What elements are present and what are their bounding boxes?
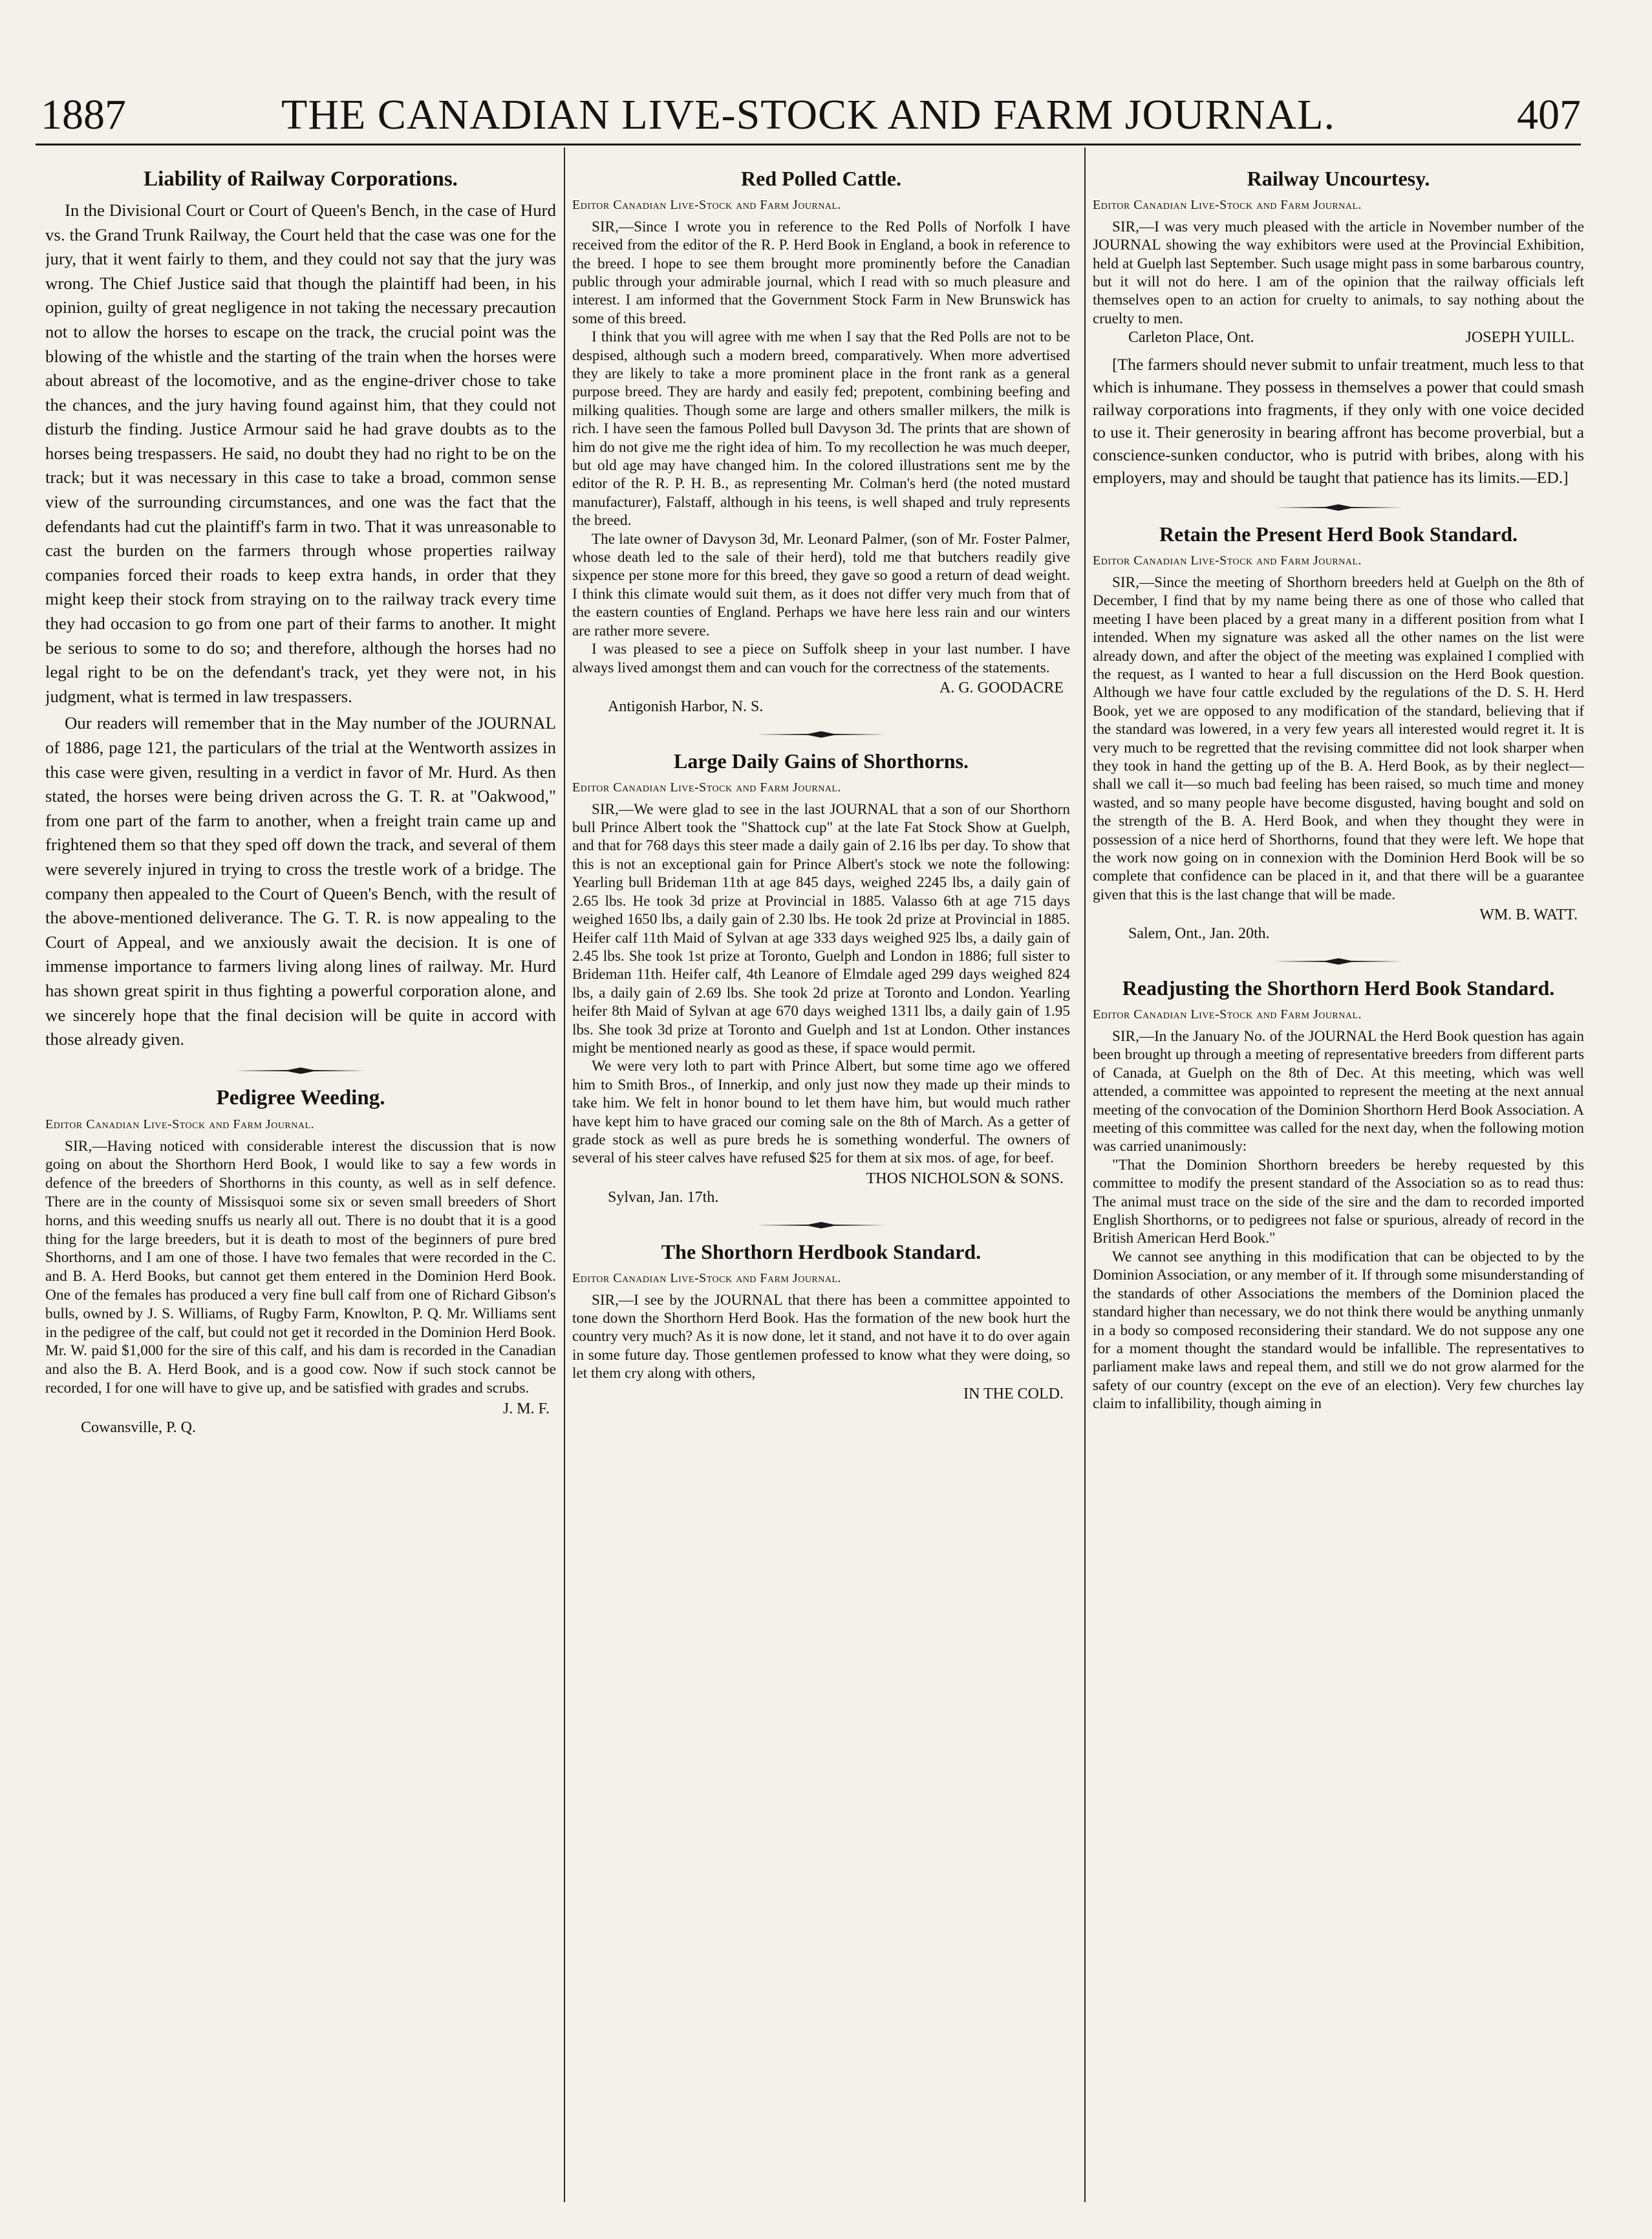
column-2 xyxy=(572,162,1070,1403)
article-railway-uncourtesy xyxy=(1093,167,1584,489)
ornament-divider xyxy=(1093,503,1584,512)
place-date: Cowansville, P. Q. xyxy=(81,1419,197,1436)
ornament-divider xyxy=(572,730,1070,739)
article-paragraph: I was pleased to see a piece on Suffolk sheep in your last number. I have always lived amongst them and can vouch for the correctness of the statements. xyxy=(572,641,1070,676)
article-paragraph: We were very loth to part with Prince Albert, but some time ago we offered him to Smith Bros., of Innerkip, and only just now they made up their minds to take him. We felt in honor bound to let them have him, but would much rather have kept him to have graced our coming sale on the 8th of March. As a getter of grade stock as well as pure breds he is something wonderful. The owners of several of his steer calves have refused $25 for them at six mos. of age, for beef. xyxy=(572,1058,1070,1167)
signature: IN THE COLD. xyxy=(963,1385,1064,1402)
header-page-number: 407 xyxy=(1517,91,1581,138)
signature: THOS NICHOLSON & SONS. xyxy=(866,1170,1064,1187)
article-title: Liability of Railway Corporations. xyxy=(144,167,458,191)
column-rule-right xyxy=(1084,147,1086,2202)
editor-line: Editor Canadian Live-Stock and Farm Journal. xyxy=(1093,1007,1362,1022)
header-title: THE CANADIAN LIVE-STOCK AND FARM JOURNAL. xyxy=(281,91,1335,138)
article-paragraph: In the Divisional Court or Court of Queen's Bench, in the case of Hurd vs. the Grand Trunk Railway, the Court held that the case was one for the jury, that it went fairly to them, and they could not say that the jury was wrong. The Chief Justice said that though the plaintiff had been, in his opinion, guilty of great negligence in not taking the necessary precaution not to allow the horses to escape on the track, the crucial point was the blowing of the whistle and the starting of the train when the horses were about abreast of the locomotive, and as the engine-driver chose to take the chances, and the jury having found against him, that they could not disturb the finding. Justice Armour said he had grave doubts as to the horses being trespassers. He said, no doubt they had no right to be on the track; but it was necessary in this case to take a broad, common sense view of the surrounding circumstances, and one was the fact that the defendants had cut the plaintiff's farm in two. That it was unreasonable to cast the burden on the farmers through whose properties railway companies forced their roads to keep extra hands, in order that they might keep their stock from straying on to the railway track every time they had occasion to go from one part of their farms to another. It might be serious to some to do so; and therefore, although the horses had no legal right to be on the defendant's track, yet they were not, in his judgment, what is termed in law trespassers. xyxy=(45,200,556,706)
article-retain-herd-book-standard xyxy=(1093,522,1584,943)
article-paragraph: We cannot see anything in this modification that can be objected to by the Dominion Association, or any member of it. If through some misunderstanding of the standards of other Associations the members of the Dominion placed the standard higher than necessary, we do not think there would be anything unmanly in a body so composed reconsidering their standard. We do not suppose any one for a moment thought the standard would be infallible. The representatives to parliament make laws and repeal them, and still we do not grow alarmed for the safety of our country (except on the eve of an election). Very few churches lay claim to infallibility, though aiming in xyxy=(1093,1248,1584,1413)
article-liability-railway xyxy=(45,167,556,1052)
article-title: Red Polled Cattle. xyxy=(741,167,901,190)
editor-line: Editor Canadian Live-Stock and Farm Journal. xyxy=(45,1117,315,1131)
article-title: Railway Uncourtesy. xyxy=(1247,167,1430,190)
page-header xyxy=(36,91,1581,142)
place-date: Antigonish Harbor, N. S. xyxy=(608,698,764,715)
ornament-divider xyxy=(45,1066,556,1075)
signature: J. M. F. xyxy=(502,1400,550,1417)
article-paragraph: "That the Dominion Shorthorn breeders be hereby requested by this committee to modify the present standard of the Association so as to read thus: The animal must trace on the side of the sire and the dam to recorded imported English Shorthorns, or to pedigrees not false or spurious, already of record in the British American Herd Book." xyxy=(1093,1156,1584,1247)
column-3 xyxy=(1093,162,1584,1413)
article-shorthorn-herdbook-standard xyxy=(572,1240,1070,1403)
article-readjusting-herd-book-standard xyxy=(1093,976,1584,1413)
article-title: Readjusting the Shorthorn Herd Book Standard. xyxy=(1122,976,1555,1000)
place-signature-line xyxy=(1128,329,1584,347)
article-paragraph: SIR,—Since I wrote you in reference to the Red Polls of Norfolk I have received from the editor of the R. P. Herd Book in England, a book in reference to the breed. I hope to see them brought more prominently before the Canadian public through your admirable journal, which I read with so much pleasure and interest. I am informed that the Government Stock Farm in New Brunswick has some of this breed. xyxy=(572,218,1070,327)
ornament-divider xyxy=(1093,957,1584,966)
article-red-polled-cattle xyxy=(572,167,1070,716)
header-rule xyxy=(36,144,1581,145)
place-date: Salem, Ont., Jan. 20th. xyxy=(1128,925,1270,943)
editor-line: Editor Canadian Live-Stock and Farm Journal. xyxy=(572,780,842,795)
signature: A. G. GOODACRE xyxy=(939,679,1064,696)
article-paragraph: SIR,—I see by the JOURNAL that there has been a committee appointed to tone down the Shorthorn Herd Book. Has the formation of the new book hurt the country very much? As it is now done, let it stand, and not have it to do over again in some future day. Those gentlemen professed to know what they were doing, so let them cry along with others, xyxy=(572,1291,1070,1382)
editor-note-text: [The farmers should never submit to unfair treatment, much less to that which is inhumane. They possess in themselves a power that could smash railway corporations into fragments, if they only with one voice decided to use it. Their generosity in bearing affront has become proverbial, but a conscience-sunken conductor, who is putrid with bribes, along with his employers, may and should be taught that patience has its limits.—ED.] xyxy=(1093,355,1584,487)
editor-line: Editor Canadian Live-Stock and Farm Journal. xyxy=(572,1270,842,1285)
article-paragraph: SIR,—In the January No. of the JOURNAL the Herd Book question has again been brought up through a meeting of representative breeders from different parts of Canada, at Guelph on the 8th of Dec. At this meeting, which was well attended, a committee was appointed to represent the meeting at the next annual meeting of the convocation of the Dominion Shorthorn Herd Book Association. A meeting of this committee was called for the next day, when the following motion was carried unanimously: xyxy=(1093,1028,1584,1155)
article-paragraph: SIR,—Having noticed with considerable interest the discussion that is now going on about the Shorthorn Herd Book, I would like to say a few words in defence of the breeders of Shorthorns in this county, as well as in self defence. There are in the county of Missisquoi some six or seven small breeders of Short horns, and this weeding snuffs us nearly all out. There is no doubt that it is a good thing for the large breeders, but it is death to most of the beginners of pure bred Shorthorns, and I am one of those. I have two females that were recorded in the C. and B. A. Herd Books, but cannot get them entered in the Dominion Herd Book. One of the females has produced a very fine bull calf from one of Richard Gibson's bulls, owned by J. S. Williams, of Rugby Farm, Knowlton, P. Q. Mr. Williams sent in the pedigree of the calf, but could not get it recorded in the Dominion Herd Book. Mr. W. paid $1,000 for the sire of this calf, and his dam is recorded in the Canadian and also the B. A. Herd Book, and is a good cow. Now if such stock cannot be recorded, I for one will have to give up, and be satisfied with grades and scrubs. xyxy=(45,1137,556,1397)
column-rule-left xyxy=(564,147,565,2202)
column-1 xyxy=(45,162,556,1437)
article-paragraph: The late owner of Davyson 3d, Mr. Leonard Palmer, (son of Mr. Foster Palmer, whose death led to the sale of their herd), told me that butchers readily give sixpence per stone more for this breed, they gave so good a return of dead weight. I think this climate would suit them, as it does not differ very much from that of the eastern counties of England. Perhaps we have here less rain and our winters are rather more severe. xyxy=(572,530,1070,639)
place-date: Sylvan, Jan. 17th. xyxy=(608,1188,719,1206)
signature: JOSEPH YUILL. xyxy=(1465,329,1574,347)
editor-line: Editor Canadian Live-Stock and Farm Journal. xyxy=(572,197,842,212)
article-title: Large Daily Gains of Shorthorns. xyxy=(673,749,969,773)
article-pedigree-weeding xyxy=(45,1086,556,1437)
article-paragraph: I think that you will agree with me when I say that the Red Polls are not to be despised, although such a modern breed, comparatively. When more advertised they are likely to take a more prominent place in the front rank as a general purpose breed. They are hardy and easily fed; prepotent, combining beefing and milking qualities. Though some are large and others smaller milkers, the milk is rich. I have seen the famous Polled bull Davyson 3d. The prints that are shown of him do not give me the right idea of him. To my recollection he was much deeper, but old age may have changed him. In the colored illustrations sent me by the editor of the R. P. H. B., as representing Mr. Colman's herd (the noted mustard manufacturer), Falstaff, although in his teens, is well shaped and truly represents the breed. xyxy=(572,328,1070,530)
signature: WM. B. WATT. xyxy=(1479,906,1578,924)
article-paragraph: Our readers will remember that in the May number of the JOURNAL of 1886, page 121, the particulars of the trial at the Wentworth assizes in this case were given, resulting in a verdict in favor of Mr. Hurd. As then stated, the horses were being driven across the G. T. R. at "Oakwood," from one part of the farm to another, when a freight train came up and frightened them so that they sped off down the track, and several of them were severely injured in trying to cross the trestle work of a bridge. The company then appealed to the Court of Queen's Bench, with the result of the above-mentioned deliverance. The G. T. R. is now appealing to the Court of Appeal, and we anxiously await the decision. It is one of immense importance to farmers living along lines of railway. Mr. Hurd has shown great spirit in thus fighting a powerful corporation alone, and we sincerely hope that the final decision will be quite in accord with those already given. xyxy=(45,713,556,1049)
article-paragraph: SIR,—Since the meeting of Shorthorn breeders held at Guelph on the 8th of December, I find that by my name being there as one of those who called that meeting I have been placed by a great many in a different position from what I intended. When my signature was asked all the other names on the list were already down, and after the object of the meeting was explained I complied with the request, as I wanted to hear a full discussion on the Herd Book question. Although we have four cattle excluded by the regulations of the D. S. H. Herd Book, yet we are opposed to any modification of the standard, believing that if the standard was lowered, in a very few years all interested would regret it. It is very much to be regretted that the revising committee did not look sharper when they took in hand the getting up of the B. A. Herd Book, as by their neglect—shall we call it—so much bad feeling has been raised, so much time and money wasted, and so many people have become disgusted, having bought and sold on the strength of the B. A. Herd Book, and when they thought they were in possession of a nice herd of Shorthorns, found that they were left. We hope that the work now going on in connexion with the Dominion Herd Book will be so complete that confidence can be placed in it, and that there will be a guarantee given that this is the last change that will be made. xyxy=(1093,573,1584,903)
article-large-daily-gains xyxy=(572,749,1070,1206)
header-year: 1887 xyxy=(41,91,126,138)
article-paragraph: SIR,—We were glad to see in the last JOURNAL that a son of our Shorthorn bull Prince Albert took the "Shattock cup" at the late Fat Stock Show at Guelph, and that for 768 days this steer made a daily gain of 2.16 lbs per day. To show that this is not an exceptional gain for Prince Albert's stock we note the following: Yearling bull Brideman 11th at age 845 days, weighed 2245 lbs, a daily gain of 2.65 lbs. He took 3d prize at Provincial in 1885. Valasso 6th at age 715 days weighed 1650 lbs, a daily gain of 2.30 lbs. He took 2d prize at Provincial in 1885. Heifer calf 11th Maid of Sylvan at age 333 days weighed 925 lbs, a daily gain of 2.45 lbs. She took 1st prize at Toronto, Guelph and London in 1886; full sister to Brideman 11th. Heifer calf, 4th Leanore of Elmdale aged 299 days weighed 824 lbs, a daily gain of 2.69 lbs. She took 2d prize at Toronto and London. Yearling heifer 8th Maid of Sylvan at age 670 days weighed 1311 lbs, a daily gain of 1.95 lbs. She took 3d prize at Toronto and Guelph and 1st at London. Other instances might be mentioned nearly as good as these, if space would permit. xyxy=(572,800,1070,1056)
editor-note xyxy=(1093,353,1584,489)
place-date: Carleton Place, Ont. xyxy=(1128,329,1254,347)
editor-line: Editor Canadian Live-Stock and Farm Journal. xyxy=(1093,553,1362,568)
ornament-divider xyxy=(572,1221,1070,1230)
article-paragraph: SIR,—I was very much pleased with the article in November number of the JOURNAL showing the way exhibitors were used at the Provincial Exhibition, held at Guelph last September. Such usage might pass in some barbarous country, but it will not do here. I am of the opinion that the railway officials left themselves open to an action for cruelty to animals, to say nothing about the cruelty to men. xyxy=(1093,218,1584,327)
editor-line: Editor Canadian Live-Stock and Farm Journal. xyxy=(1093,197,1362,212)
article-title: Pedigree Weeding. xyxy=(216,1086,385,1109)
article-title: The Shorthorn Herdbook Standard. xyxy=(661,1239,982,1263)
article-title: Retain the Present Herd Book Standard. xyxy=(1159,522,1518,546)
